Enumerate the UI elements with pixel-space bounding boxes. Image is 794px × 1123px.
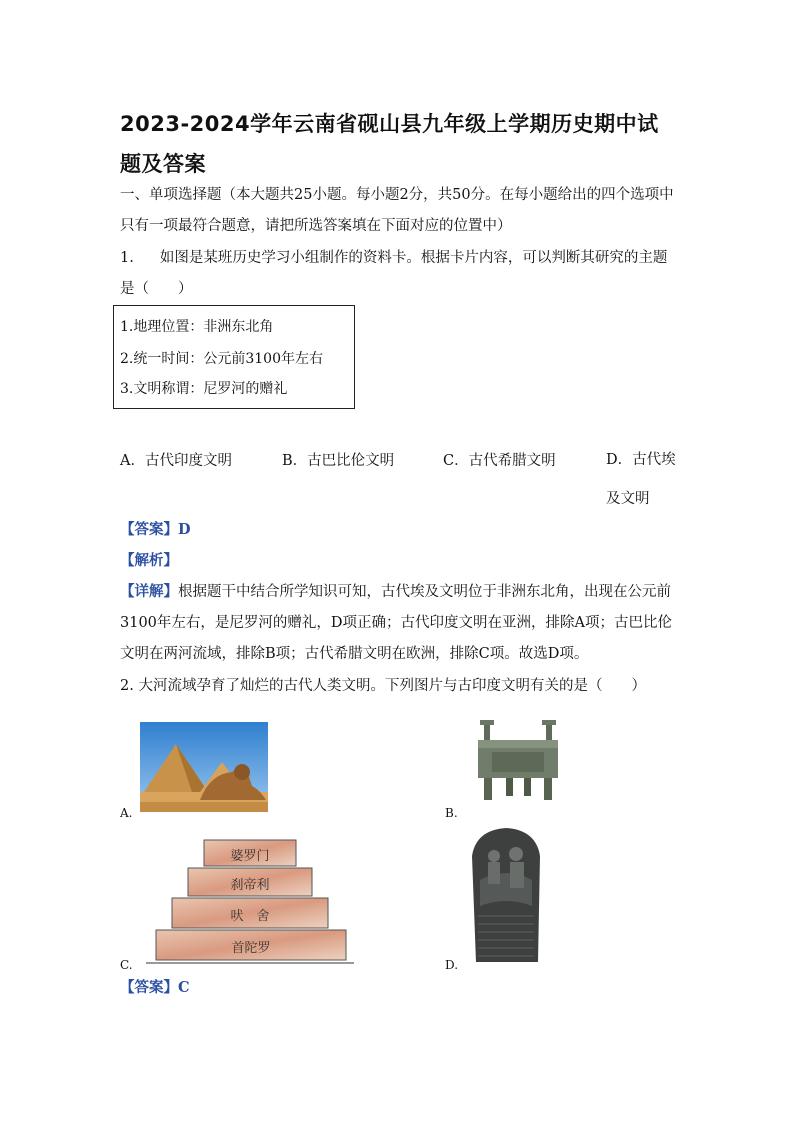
image-label-b: B. — [445, 806, 458, 820]
image-label-d: D. — [445, 958, 459, 972]
answer-label: 【答案】D — [120, 521, 191, 538]
caste-brahmin: 婆罗门 — [230, 849, 270, 864]
image-label-c: C. — [120, 958, 133, 972]
answer-label-2: 【答案】C — [120, 979, 190, 996]
analysis-label: 【解析】 — [120, 552, 178, 569]
option-a: A．古代印度文明 — [120, 453, 232, 469]
question-number: 1. — [120, 250, 134, 266]
page-title: 2023-2024学年云南省砚山县九年级上学期历史期中试题及答案 — [120, 112, 659, 176]
option-b: B．古巴比伦文明 — [282, 453, 395, 469]
card-line: 1.地理位置：非洲东北角 — [120, 319, 274, 335]
option-d: D．古代埃及文明 — [606, 452, 676, 507]
stele-image — [468, 826, 544, 962]
card-line: 2.统一时间：公元前3100年左右 — [120, 351, 323, 367]
detail-text — [120, 576, 680, 670]
sphinx-image — [140, 722, 268, 812]
question-1 — [120, 243, 680, 305]
question-2-stem: 2. 大河流域孕育了灿烂的古代人类文明。下列图片与古印度文明有关的是（ ） — [120, 678, 646, 694]
caste-kshatriya: 刹帝利 — [230, 878, 270, 893]
detail-body: 根据题干中结合所学知识可知，古代埃及文明位于非洲东北角，出现在公元前3100年左右，是尼罗河的赠礼，D项正确；古代印度文明在亚洲，排除A项；古巴比伦文明在两河流域，排除B项；古代希腊文明在欧洲，排除C项。故选D项。 — [120, 584, 672, 662]
image-label-a: A. — [120, 806, 133, 820]
bronze-ding-image — [470, 718, 566, 804]
question-stem: 如图是某班历史学习小组制作的资料卡。根据卡片内容，可以判断其研究的主题是（ ） — [120, 250, 668, 297]
caste-vaishya: 吠 舍 — [230, 909, 270, 924]
detail-label: 【详解】 — [120, 583, 178, 600]
info-card — [113, 305, 355, 409]
card-line: 3.文明称谓：尼罗河的赠礼 — [120, 381, 288, 397]
caste-shudra: 首陀罗 — [231, 941, 271, 956]
option-c: C．古代希腊文明 — [443, 453, 556, 469]
section-heading: 一、单项选择题（本大题共25小题。每小题2分，共50分。在每小题给出的四个选项中只有一项最符合题意，请把所选答案填在下面对应的位置中） — [120, 187, 674, 234]
caste-pyramid-image — [146, 838, 354, 966]
